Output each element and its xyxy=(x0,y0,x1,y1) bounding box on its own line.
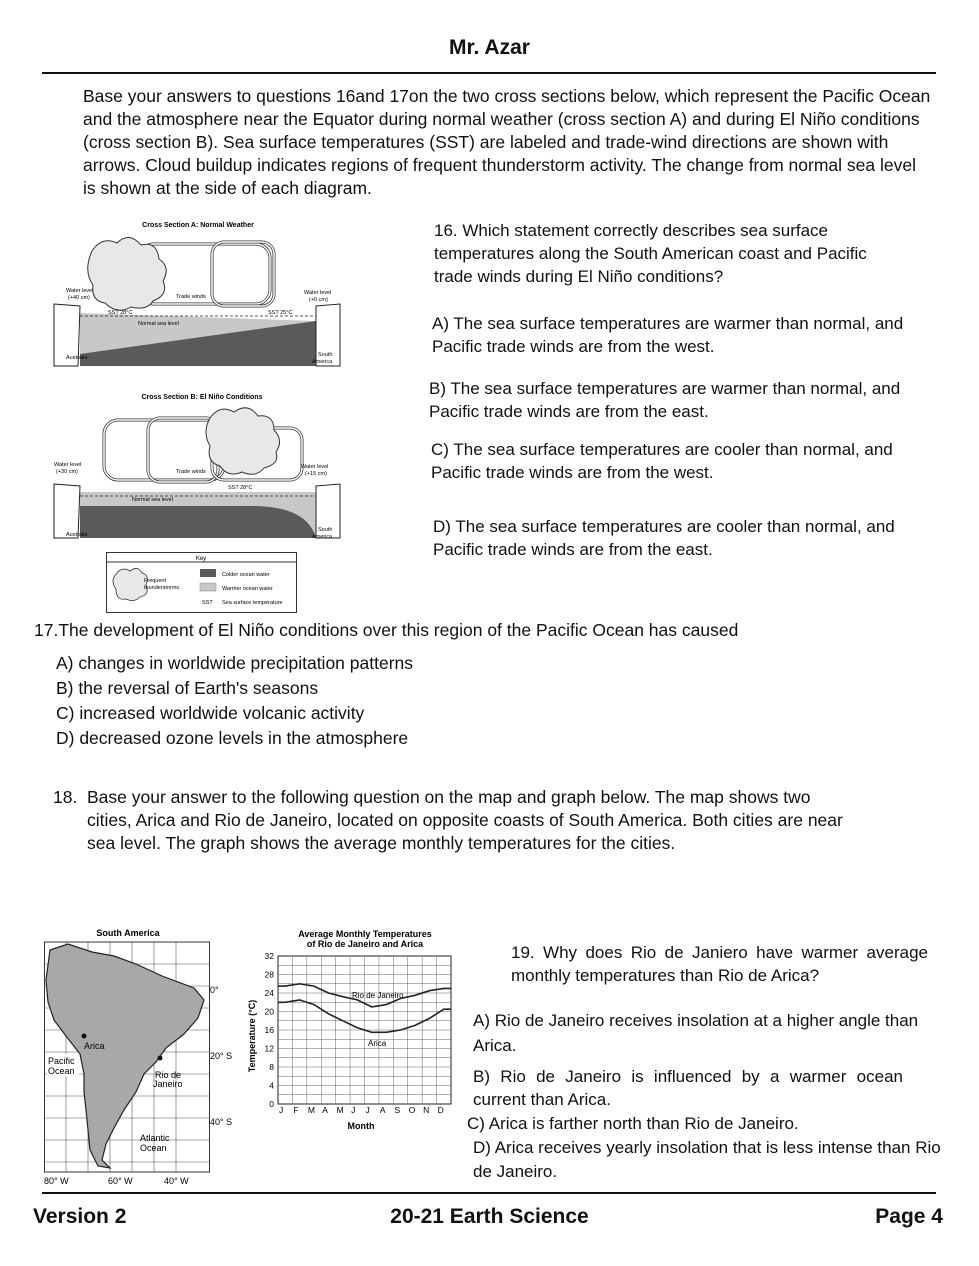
chart-ytick-label: 24 xyxy=(264,988,274,998)
q18-number: 18. xyxy=(53,787,78,807)
key-thunder2: thunderstorms xyxy=(144,585,180,591)
page-header-teacher: Mr. Azar xyxy=(449,36,530,59)
q16-stem: 16. Which statement correctly describes sea surface temperatures along the South American coast and Pacific trade winds during El Niño conditions? xyxy=(434,221,867,286)
south-b: South xyxy=(318,527,333,533)
thunderstorm-cloud-b xyxy=(206,408,280,474)
q17-option-d[interactable]: D) decreased ozone levels in the atmosphere xyxy=(56,728,409,748)
america-a: America xyxy=(312,359,333,365)
thunderstorm-key-icon xyxy=(113,568,147,600)
chart-xtick-label: D xyxy=(437,1105,444,1115)
q17-option-c[interactable]: C) increased worldwide volcanic activity xyxy=(56,703,365,723)
trade-winds-a: Trade winds xyxy=(176,294,206,300)
chart-xtick-label: M xyxy=(307,1105,315,1115)
map-arica-label: Arica xyxy=(84,1041,105,1051)
map-lat-0: 0° xyxy=(210,985,219,995)
temperature-chart xyxy=(244,926,460,1136)
map-lon-80: 80° W xyxy=(44,1176,69,1186)
map-atlantic-1: Atlantic xyxy=(140,1133,170,1143)
key-title: Key xyxy=(195,556,207,562)
q19-option-a[interactable]: A) Rio de Janeiro receives insolation at a higher angle than Arica. xyxy=(473,1011,919,1055)
arica-series-label: Arica xyxy=(368,1039,387,1048)
rio-dot xyxy=(158,1056,163,1061)
map-rio-label-1: Rio de xyxy=(155,1070,182,1080)
chart-ytick-label: 32 xyxy=(264,951,274,961)
q19-option-c[interactable]: C) Arica is farther north than Rio de Janeiro. xyxy=(467,1114,799,1133)
normal-sea-b: Normal sea level xyxy=(132,497,173,503)
cross-b-title: Cross Section B: El Niño Conditions xyxy=(141,394,263,401)
trade-winds-b: Trade winds xyxy=(176,469,206,475)
q19-option-b[interactable]: B) Rio de Janeiro is influenced by a warmer ocean current than Arica. xyxy=(473,1067,903,1109)
key-thunder1: Frequent xyxy=(144,578,167,584)
map-pacific-2: Ocean xyxy=(48,1066,75,1076)
q16-option-b[interactable]: B) The sea surface temperatures are warmer than normal, and Pacific trade winds are from the east. xyxy=(429,379,901,421)
thunderstorm-cloud-a xyxy=(88,237,166,310)
chart-ytick-label: 0 xyxy=(269,1099,274,1109)
q17-option-a[interactable]: A) changes in worldwide precipitation patterns xyxy=(56,653,413,673)
map-lat-40: 40° S xyxy=(210,1117,233,1127)
footer-course: 20-21 Earth Science xyxy=(390,1205,589,1228)
chart-ytick-label: 20 xyxy=(264,1006,274,1017)
australia-b: Australia xyxy=(66,532,88,538)
australia-a: Australia xyxy=(66,355,88,361)
water-right-a: Water level xyxy=(304,290,332,296)
chart-xtick-label: J xyxy=(365,1105,370,1115)
water-left-b: Water level xyxy=(54,462,82,468)
water-left-a: Water level xyxy=(66,288,94,294)
chart-xtick-label: J xyxy=(279,1105,284,1115)
footer-page: Page 4 xyxy=(875,1205,943,1228)
normal-sea-a: Normal sea level xyxy=(138,321,179,327)
map-title: South America xyxy=(96,928,160,938)
chart-title-2: of Rio de Janeiro and Arica xyxy=(306,939,424,949)
chart-xlabel: Month xyxy=(347,1121,375,1131)
footer-rule xyxy=(42,1192,936,1194)
water-right-val-a: (+0 cm) xyxy=(309,297,328,303)
intro-paragraph: Base your answers to questions 16and 17on the two cross sections below, which represent the Pacific Ocean and the atmosphere near the Equator during normal weather (cross section A) and during El Niño conditions (cross section B). Sea surface temperatures (SST) are labeled and trade-wind directions are shown with arrows. Cloud buildup indicates regions of frequent thunderstorm activity. The change from normal sea level is shown at the side of each diagram. xyxy=(83,86,931,198)
cross-section-a-figure xyxy=(52,216,344,372)
chart-title-1: Average Monthly Temperatures xyxy=(298,929,432,939)
chart-ytick-label: 12 xyxy=(264,1043,274,1054)
footer-version: Version 2 xyxy=(33,1205,127,1228)
australia-land-b xyxy=(54,484,80,538)
south-a: South xyxy=(318,352,333,358)
map-pacific-1: Pacific xyxy=(48,1056,75,1066)
q19-stem: 19. Why does Rio de Janiero have warmer average monthly temperatures than Rio de Arica? xyxy=(511,943,928,985)
cross-section-b-figure xyxy=(52,388,344,544)
south-america-map xyxy=(44,924,244,1190)
q16-option-c[interactable]: C) The sea surface temperatures are cooler than normal, and Pacific trade winds are from the west. xyxy=(431,440,893,482)
chart-xtick-label: O xyxy=(408,1105,416,1115)
sst-b: SST 28°C xyxy=(228,485,253,491)
chart-xtick-label: J xyxy=(351,1105,356,1115)
map-lat-20: 20° S xyxy=(210,1051,233,1061)
cold-water-b xyxy=(80,506,316,538)
q16-option-d[interactable]: D) The sea surface temperatures are cooler than normal, and Pacific trade winds are from the east. xyxy=(433,517,895,559)
q17-option-b[interactable]: B) the reversal of Earth's seasons xyxy=(56,678,319,698)
chart-ylabel: Temperature (°C) xyxy=(247,999,257,1073)
q17-stem: 17.The development of El Niño conditions over this region of the Pacific Ocean has caused xyxy=(34,620,739,640)
map-lon-40: 40° W xyxy=(164,1176,189,1186)
chart-ytick-label: 8 xyxy=(269,1062,274,1072)
map-lon-60: 60° W xyxy=(108,1176,133,1186)
chart-xtick-label: F xyxy=(293,1105,299,1115)
figure-key xyxy=(106,552,298,614)
key-sst-full: Sea surface temperature xyxy=(222,600,283,606)
key-warmer: Warmer ocean water xyxy=(222,586,273,592)
water-right-val-b: (+15 cm) xyxy=(305,471,327,477)
map-rio-label-2: Janeiro xyxy=(153,1079,183,1089)
sst-left-a: SST 28°C xyxy=(108,310,133,316)
key-colder: Colder ocean water xyxy=(222,572,270,578)
sst-right-a: SST 25°C xyxy=(268,310,293,316)
chart-ytick-label: 28 xyxy=(264,969,274,980)
arica-dot xyxy=(82,1034,87,1039)
q18-text: Base your answer to the following question on the map and graph below. The map shows two cities, Arica and Rio de Janeiro, located on opposite coasts of South America. Both cities are near sea level. The graph shows the average monthly temperatures for the cities. xyxy=(87,787,843,853)
rio-series-label: Rio de Janeiro xyxy=(352,991,404,1000)
chart-xtick-label: S xyxy=(394,1105,401,1115)
chart-xtick-label: A xyxy=(322,1105,328,1115)
q19-option-d[interactable]: D) Arica receives yearly insolation that is less intense than Rio de Janeiro. xyxy=(473,1138,941,1181)
map-atlantic-2: Ocean xyxy=(140,1143,167,1153)
chart-ytick-label: 4 xyxy=(269,1080,274,1091)
chart-xtick-label: N xyxy=(423,1105,430,1115)
header-rule xyxy=(42,72,936,74)
q16-option-a[interactable]: A) The sea surface temperatures are warmer than normal, and Pacific trade winds are from the west. xyxy=(432,314,904,356)
chart-xtick-label: A xyxy=(379,1105,386,1115)
chart-xtick-label: M xyxy=(336,1105,344,1115)
cross-a-title: Cross Section A: Normal Weather xyxy=(142,222,254,229)
america-b: America xyxy=(312,534,333,540)
key-sst-abbr: SST xyxy=(202,600,213,606)
water-left-val-b: (+30 cm) xyxy=(56,469,78,475)
water-left-val-a: (+40 cm) xyxy=(68,295,90,301)
chart-ytick-label: 16 xyxy=(264,1025,274,1035)
water-right-b: Water level xyxy=(301,464,329,470)
